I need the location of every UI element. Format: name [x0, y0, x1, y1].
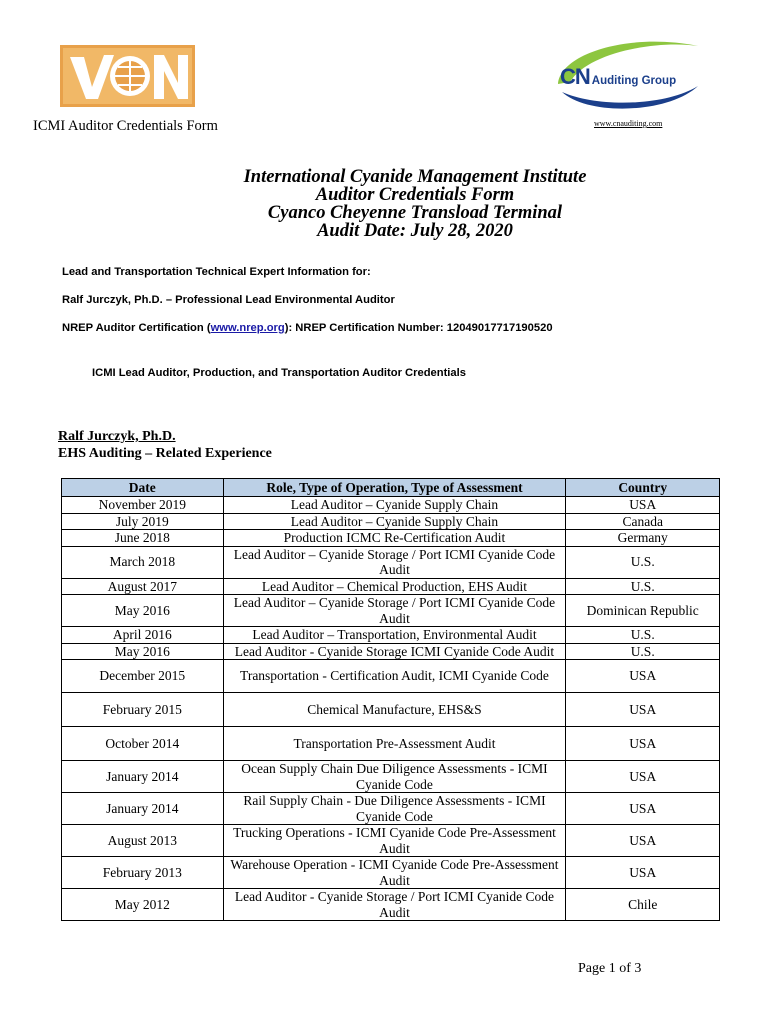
cell-country: USA [566, 825, 720, 857]
table-row [62, 643, 720, 660]
cell-country: USA [566, 793, 720, 825]
auditor-name: Ralf Jurczyk, Ph.D. [58, 429, 176, 444]
table-row [62, 530, 720, 547]
cell-date: March 2018 [62, 546, 224, 578]
table-row [62, 497, 720, 514]
page-number: Page 1 of 3 [578, 961, 642, 976]
cell-role: Lead Auditor - Cyanide Storage ICMI Cyanide Code Audit [223, 643, 566, 660]
nrep-suffix: ): NREP Certification Number: 12049017717190520 [284, 322, 553, 334]
table-row [62, 595, 720, 627]
header-country: Country [566, 479, 720, 497]
header-role: Role, Type of Operation, Type of Assessment [223, 479, 566, 497]
cell-role: Lead Auditor – Cyanide Supply Chain [223, 497, 566, 514]
table-row [62, 660, 720, 693]
cell-date: January 2014 [62, 793, 224, 825]
cell-role: Lead Auditor – Cyanide Storage / Port ICMI Cyanide Code Audit [223, 546, 566, 578]
cell-date: December 2015 [62, 660, 224, 693]
nrep-link[interactable]: www.nrep.org [210, 322, 285, 334]
expert-info-heading: Lead and Transportation Technical Expert Information for: [62, 266, 371, 278]
cell-date: August 2013 [62, 825, 224, 857]
cell-date: May 2012 [62, 889, 224, 921]
table-row [62, 889, 720, 921]
cn-logo-wordmark [560, 64, 676, 90]
cell-country: Dominican Republic [566, 595, 720, 627]
cell-role: Trucking Operations - ICMI Cyanide Code Pre-Assessment Audit [223, 825, 566, 857]
table-row [62, 793, 720, 825]
header-date: Date [62, 479, 224, 497]
cell-date: February 2013 [62, 857, 224, 889]
cell-country: USA [566, 693, 720, 727]
title-line-3: Cyanco Cheyenne Transload Terminal [267, 203, 563, 223]
cell-role: Transportation Pre-Assessment Audit [223, 727, 566, 761]
cell-role: Chemical Manufacture, EHS&S [223, 693, 566, 727]
cell-role: Lead Auditor – Transportation, Environmental Audit [223, 627, 566, 644]
cell-country: U.S. [566, 627, 720, 644]
document-title [0, 168, 770, 240]
nrep-prefix: NREP Auditor Certification ( [62, 322, 211, 334]
cell-date: May 2016 [62, 595, 224, 627]
nrep-certification-line [62, 322, 553, 334]
cell-date: November 2019 [62, 497, 224, 514]
table-row [62, 627, 720, 644]
table-row [62, 727, 720, 761]
cell-date: February 2015 [62, 693, 224, 727]
experience-table [61, 478, 720, 921]
table-row [62, 761, 720, 793]
cell-role: Lead Auditor – Cyanide Storage / Port ICMI Cyanide Code Audit [223, 595, 566, 627]
credentials-heading: ICMI Lead Auditor, Production, and Transportation Auditor Credentials [92, 367, 466, 379]
table-row [62, 857, 720, 889]
cell-role: Lead Auditor – Cyanide Supply Chain [223, 513, 566, 530]
cell-date: June 2018 [62, 530, 224, 547]
title-line-1: International Cyanide Management Institute [243, 167, 587, 187]
title-line-2: Auditor Credentials Form [315, 185, 515, 205]
cell-role: Lead Auditor – Chemical Production, EHS Audit [223, 578, 566, 595]
cell-country: Germany [566, 530, 720, 547]
table-row [62, 578, 720, 595]
icmi-logo [60, 45, 195, 107]
table-row [62, 546, 720, 578]
cell-country: U.S. [566, 546, 720, 578]
cell-country: USA [566, 727, 720, 761]
cell-country: Canada [566, 513, 720, 530]
cell-date: January 2014 [62, 761, 224, 793]
cell-date: August 2017 [62, 578, 224, 595]
cell-country: USA [566, 497, 720, 514]
cell-country: USA [566, 761, 720, 793]
cell-country: USA [566, 660, 720, 693]
cell-date: July 2019 [62, 513, 224, 530]
cell-role: Transportation - Certification Audit, ICMI Cyanide Code [223, 660, 566, 693]
table-row [62, 513, 720, 530]
cell-role: Rail Supply Chain - Due Diligence Assessments - ICMI Cyanide Code [223, 793, 566, 825]
cell-country: U.S. [566, 643, 720, 660]
form-label: ICMI Auditor Credentials Form [33, 118, 218, 134]
cn-logo-sub: Auditing Group [591, 75, 677, 87]
cell-role: Ocean Supply Chain Due Diligence Assessments - ICMI Cyanide Code [223, 761, 566, 793]
website-link[interactable]: www.cnauditing.com [594, 119, 663, 128]
table-row [62, 825, 720, 857]
cell-date: April 2016 [62, 627, 224, 644]
cell-country: USA [566, 857, 720, 889]
cell-country: U.S. [566, 578, 720, 595]
cell-date: October 2014 [62, 727, 224, 761]
cell-role: Production ICMC Re-Certification Audit [223, 530, 566, 547]
cell-country: Chile [566, 889, 720, 921]
experience-subtitle: EHS Auditing – Related Experience [58, 446, 272, 461]
cn-logo-main: CN [560, 64, 590, 89]
title-line-4: Audit Date: July 28, 2020 [317, 221, 513, 241]
cell-role: Lead Auditor - Cyanide Storage / Port ICMI Cyanide Code Audit [223, 889, 566, 921]
cell-role: Warehouse Operation - ICMI Cyanide Code Pre-Assessment Audit [223, 857, 566, 889]
table-header-row [62, 479, 720, 497]
cell-date: May 2016 [62, 643, 224, 660]
auditor-title-line: Ralf Jurczyk, Ph.D. – Professional Lead Environmental Auditor [62, 294, 395, 306]
table-row [62, 693, 720, 727]
